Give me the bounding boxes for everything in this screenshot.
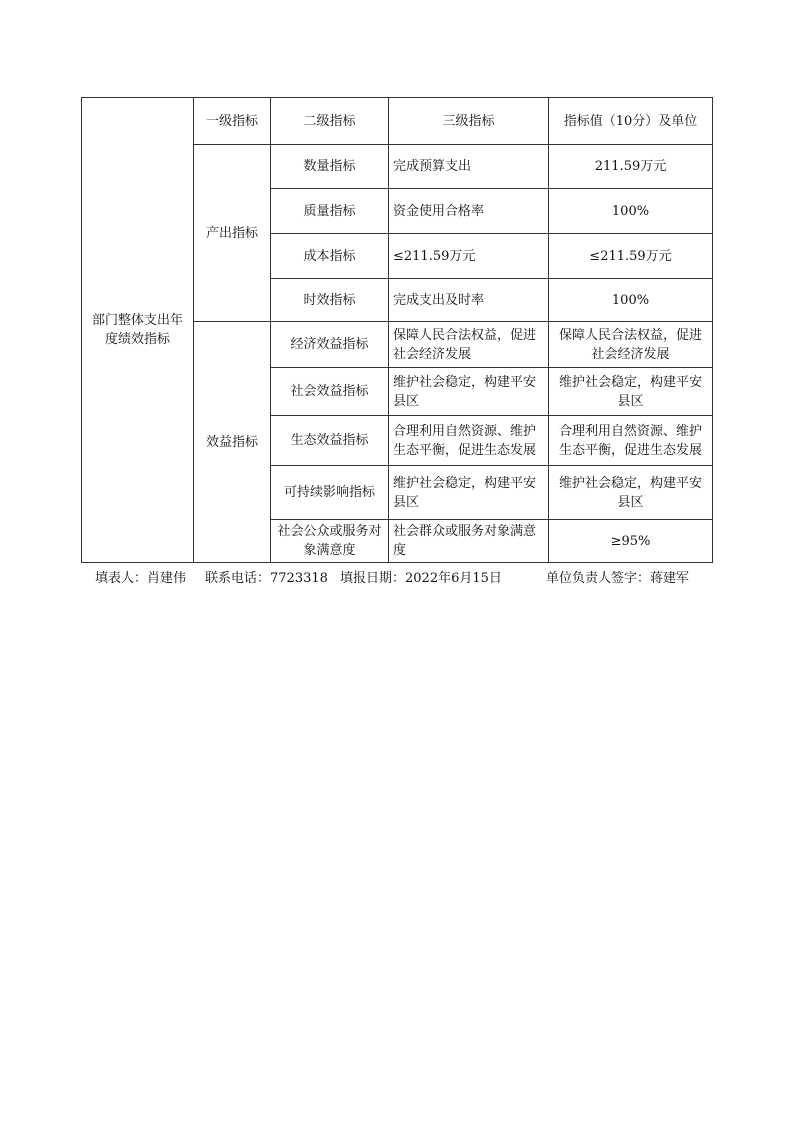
value-cell: 维护社会稳定，构建平安县区 [549,466,713,520]
header-level2: 二级指标 [271,98,389,145]
level2-cell: 生态效益指标 [271,416,389,466]
value-cell: 合理利用自然资源、维护生态平衡，促进生态发展 [549,416,713,466]
level3-cell: 完成支出及时率 [389,279,549,322]
value-cell: ≤211.59万元 [549,234,713,279]
level3-cell: 社会群众或服务对象满意度 [389,520,549,563]
level2-cell: 数量指标 [271,145,389,189]
value-cell: 100% [549,279,713,322]
level3-cell: 资金使用合格率 [389,189,549,234]
level2-cell: 质量指标 [271,189,389,234]
value-cell: 211.59万元 [549,145,713,189]
contact-phone: 联系电话：7723318 [205,571,328,586]
group-label-output: 产出指标 [194,145,271,322]
value-cell: 维护社会稳定，构建平安县区 [549,368,713,416]
header-value: 指标值（10分）及单位 [549,98,713,145]
level3-cell: 保障人民合法权益，促进社会经济发展 [389,322,549,368]
level2-cell: 成本指标 [271,234,389,279]
level3-cell: 合理利用自然资源、维护生态平衡，促进生态发展 [389,416,549,466]
report-date: 填报日期：2022年6月15日 [340,571,502,586]
level3-cell: 维护社会稳定，构建平安县区 [389,368,549,416]
header-level3: 三级指标 [389,98,549,145]
value-cell: 保障人民合法权益，促进社会经济发展 [549,322,713,368]
level3-cell: ≤211.59万元 [389,234,549,279]
level2-cell: 时效指标 [271,279,389,322]
level2-cell: 可持续影响指标 [271,466,389,520]
performance-indicator-table [81,97,713,563]
level3-cell: 维护社会稳定，构建平安县区 [389,466,549,520]
category-cell: 部门整体支出年度绩效指标 [82,98,194,563]
value-cell: ≥95% [549,520,713,563]
level2-cell: 经济效益指标 [271,322,389,368]
group-label-benefit: 效益指标 [194,322,271,563]
level2-cell: 社会公众或服务对象满意度 [271,520,389,563]
level3-cell: 完成预算支出 [389,145,549,189]
level2-cell: 社会效益指标 [271,368,389,416]
header-level1: 一级指标 [194,98,271,145]
filler-name: 填表人：肖建伟 [95,571,187,586]
value-cell: 100% [549,189,713,234]
responsible-signature: 单位负责人签字：蒋建军 [546,571,690,586]
